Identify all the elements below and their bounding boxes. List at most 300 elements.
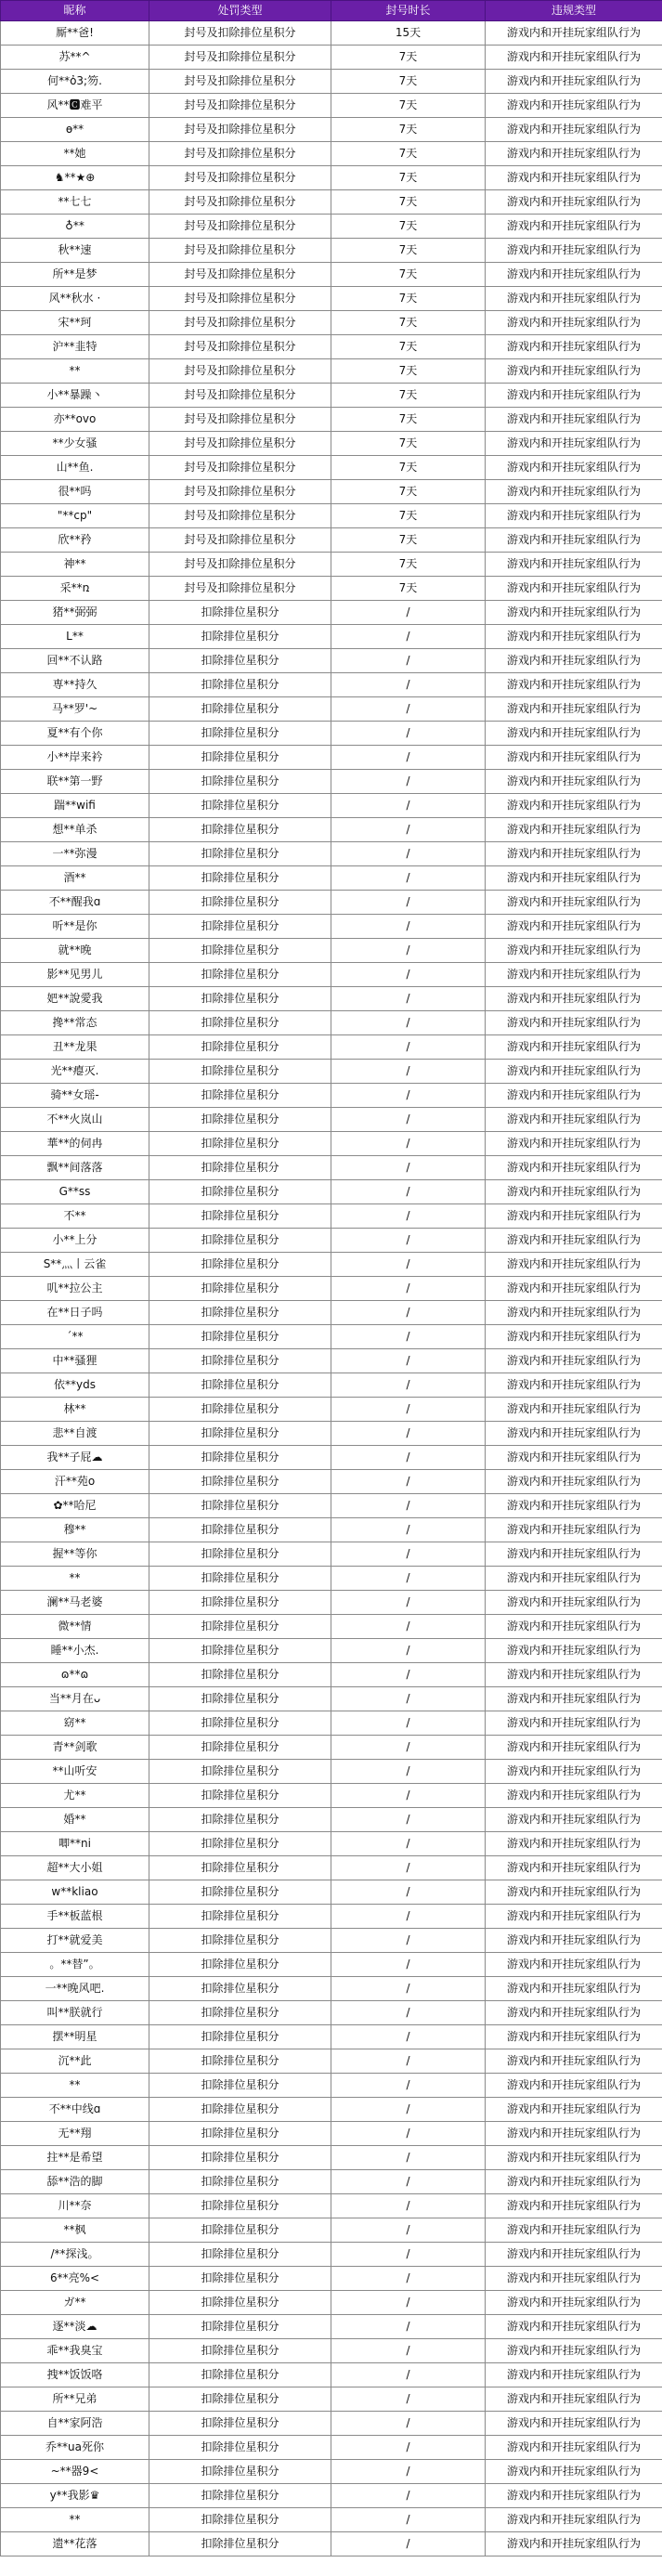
punish-type-cell: 扣除排位星积分 [149, 794, 331, 818]
ban-duration-cell: / [331, 1204, 486, 1229]
punish-type-cell: 扣除排位星积分 [149, 746, 331, 770]
punish-type-cell: 扣除排位星积分 [149, 2532, 331, 2556]
ban-duration-cell: / [331, 1349, 486, 1373]
table-row [1, 1494, 662, 1518]
table-row [1, 1398, 662, 1422]
punish-type-cell: 扣除排位星积分 [149, 2074, 331, 2098]
violation-type-cell: 游戏内和开挂玩家组队行为 [486, 2315, 662, 2339]
violation-type-cell: 游戏内和开挂玩家组队行为 [486, 1108, 662, 1132]
table-row [1, 2243, 662, 2267]
ban-duration-cell: / [331, 2025, 486, 2049]
punish-type-cell: 扣除排位星积分 [149, 1542, 331, 1567]
table-row [1, 2460, 662, 2484]
ban-duration-cell: 7天 [331, 142, 486, 166]
nickname-cell: 一**弥漫 [1, 842, 149, 866]
nickname-cell: 6**亮%< [1, 2267, 149, 2291]
table-row [1, 1373, 662, 1398]
ban-duration-cell: / [331, 770, 486, 794]
punish-type-cell: 扣除排位星积分 [149, 818, 331, 842]
punish-type-cell: 封号及扣除排位星积分 [149, 21, 331, 46]
punish-type-cell: 封号及扣除排位星积分 [149, 456, 331, 480]
table-row [1, 2436, 662, 2460]
nickname-cell: 秋**速 [1, 239, 149, 263]
punish-type-cell: 扣除排位星积分 [149, 1808, 331, 1832]
punish-type-cell: 扣除排位星积分 [149, 2508, 331, 2532]
ban-duration-cell: / [331, 2170, 486, 2194]
nickname-cell: L** [1, 625, 149, 649]
ban-duration-cell: / [331, 625, 486, 649]
table-row [1, 1349, 662, 1373]
violation-type-cell: 游戏内和开挂玩家组队行为 [486, 384, 662, 408]
ban-duration-cell: 7天 [331, 456, 486, 480]
nickname-cell: 遗**花落 [1, 2532, 149, 2556]
nickname-cell: 叽**拉公主 [1, 1277, 149, 1301]
ban-duration-cell: / [331, 2243, 486, 2267]
ban-duration-cell: / [331, 1615, 486, 1639]
violation-type-cell: 游戏内和开挂玩家组队行为 [486, 1591, 662, 1615]
nickname-cell: 川**奈 [1, 2194, 149, 2218]
table-row [1, 1132, 662, 1156]
violation-type-cell: 游戏内和开挂玩家组队行为 [486, 335, 662, 359]
ban-duration-cell: / [331, 866, 486, 891]
nickname-cell: "**cp" [1, 504, 149, 528]
violation-type-cell: 游戏内和开挂玩家组队行为 [486, 1736, 662, 1760]
nickname-cell: ** [1, 2074, 149, 2098]
ban-duration-cell: / [331, 1687, 486, 1711]
nickname-cell: 想**单杀 [1, 818, 149, 842]
table-row [1, 697, 662, 722]
ban-duration-cell: / [331, 1277, 486, 1301]
nickname-cell: ** [1, 359, 149, 384]
punish-type-cell: 扣除排位星积分 [149, 1325, 331, 1349]
table-row [1, 408, 662, 432]
violation-type-cell: 游戏内和开挂玩家组队行为 [486, 1832, 662, 1856]
punish-type-cell: 扣除排位星积分 [149, 2436, 331, 2460]
nickname-cell: 不** [1, 1204, 149, 1229]
nickname-cell: 马**罗'~ [1, 697, 149, 722]
nickname-cell: 超**大小姐 [1, 1856, 149, 1880]
nickname-cell: 不**中线ɑ [1, 2098, 149, 2122]
punish-type-cell: 封号及扣除排位星积分 [149, 142, 331, 166]
punish-type-cell: 封号及扣除排位星积分 [149, 335, 331, 359]
violation-type-cell: 游戏内和开挂玩家组队行为 [486, 287, 662, 311]
table-row [1, 1253, 662, 1277]
table-row [1, 987, 662, 1011]
nickname-cell: 我**子屁☁ [1, 1446, 149, 1470]
punish-type-cell: 扣除排位星积分 [149, 649, 331, 673]
punish-type-cell: 封号及扣除排位星积分 [149, 94, 331, 118]
table-row [1, 263, 662, 287]
ban-duration-cell: / [331, 842, 486, 866]
violation-type-cell: 游戏内和开挂玩家组队行为 [486, 1639, 662, 1663]
nickname-cell: 一**晚风吧. [1, 1977, 149, 2001]
table-row [1, 2074, 662, 2098]
table-row [1, 190, 662, 215]
nickname-cell: 踹**wifi [1, 794, 149, 818]
ban-duration-cell: / [331, 2049, 486, 2074]
violation-type-cell: 游戏内和开挂玩家组队行为 [486, 2218, 662, 2243]
ban-duration-cell: / [331, 2194, 486, 2218]
nickname-cell: 山**鱼. [1, 456, 149, 480]
ban-duration-cell: / [331, 1060, 486, 1084]
nickname-cell: 飘**间落落 [1, 1156, 149, 1180]
table-row [1, 2532, 662, 2556]
table-row [1, 1277, 662, 1301]
ban-duration-cell: / [331, 1398, 486, 1422]
nickname-cell: G**ss [1, 1180, 149, 1204]
table-row [1, 722, 662, 746]
ban-duration-cell: / [331, 987, 486, 1011]
punish-type-cell: 扣除排位星积分 [149, 1132, 331, 1156]
violation-type-cell: 游戏内和开挂玩家组队行为 [486, 1494, 662, 1518]
ban-duration-cell: / [331, 2146, 486, 2170]
violation-type-cell: 游戏内和开挂玩家组队行为 [486, 239, 662, 263]
violation-type-cell: 游戏内和开挂玩家组队行为 [486, 866, 662, 891]
nickname-cell: 搀**常态 [1, 1011, 149, 1035]
punish-type-cell: 封号及扣除排位星积分 [149, 432, 331, 456]
nickname-cell: 林** [1, 1398, 149, 1422]
nickname-cell: 尤** [1, 1784, 149, 1808]
table-row [1, 1518, 662, 1542]
violation-type-cell: 游戏内和开挂玩家组队行为 [486, 1808, 662, 1832]
table-row [1, 528, 662, 553]
punish-type-cell: 扣除排位星积分 [149, 2001, 331, 2025]
table-row [1, 2339, 662, 2363]
punish-type-cell: 封号及扣除排位星积分 [149, 239, 331, 263]
punish-type-cell: 封号及扣除排位星积分 [149, 311, 331, 335]
violation-type-cell: 游戏内和开挂玩家组队行为 [486, 2460, 662, 2484]
ban-duration-cell: 7天 [331, 311, 486, 335]
punish-type-cell: 扣除排位星积分 [149, 1349, 331, 1373]
violation-type-cell: 游戏内和开挂玩家组队行为 [486, 1880, 662, 1905]
ban-duration-cell: 7天 [331, 287, 486, 311]
nickname-cell: 逐**淡☁ [1, 2315, 149, 2339]
ban-duration-cell: / [331, 794, 486, 818]
ban-duration-cell: / [331, 673, 486, 697]
table-row [1, 770, 662, 794]
nickname-cell: 汗**苑o [1, 1470, 149, 1494]
punish-type-cell: 扣除排位星积分 [149, 1567, 331, 1591]
nickname-cell: 窈** [1, 1711, 149, 1736]
ban-duration-cell: / [331, 2315, 486, 2339]
ban-duration-cell: / [331, 601, 486, 625]
ban-duration-cell: / [331, 1229, 486, 1253]
nickname-cell: **山听安 [1, 1760, 149, 1784]
punish-type-cell: 封号及扣除排位星积分 [149, 287, 331, 311]
table-row [1, 2170, 662, 2194]
violation-type-cell: 游戏内和开挂玩家组队行为 [486, 2146, 662, 2170]
punish-type-cell: 扣除排位星积分 [149, 1905, 331, 1929]
violation-type-cell: 游戏内和开挂玩家组队行为 [486, 601, 662, 625]
punish-type-cell: 扣除排位星积分 [149, 866, 331, 891]
table-row [1, 1204, 662, 1229]
table-row [1, 1880, 662, 1905]
ban-duration-cell: / [331, 722, 486, 746]
header-ban-duration: 封号时长 [331, 1, 486, 21]
punish-type-cell: 扣除排位星积分 [149, 1880, 331, 1905]
violation-type-cell: 游戏内和开挂玩家组队行为 [486, 456, 662, 480]
ban-duration-cell: / [331, 2267, 486, 2291]
ban-duration-cell: 7天 [331, 263, 486, 287]
nickname-cell: 澜**马老婆 [1, 1591, 149, 1615]
punish-type-cell: 扣除排位星积分 [149, 1639, 331, 1663]
punish-type-cell: 扣除排位星积分 [149, 1422, 331, 1446]
ban-duration-cell: / [331, 818, 486, 842]
table-row [1, 1784, 662, 1808]
violation-type-cell: 游戏内和开挂玩家组队行为 [486, 1060, 662, 1084]
punish-type-cell: 扣除排位星积分 [149, 1736, 331, 1760]
nickname-cell: 睡**小杰. [1, 1639, 149, 1663]
nickname-cell: 就**晚 [1, 939, 149, 963]
ban-duration-cell: / [331, 2291, 486, 2315]
punish-type-cell: 封号及扣除排位星积分 [149, 215, 331, 239]
punish-type-cell: 扣除排位星积分 [149, 770, 331, 794]
violation-type-cell: 游戏内和开挂玩家组队行为 [486, 2436, 662, 2460]
table-body [1, 21, 662, 2556]
nickname-cell: 所**是梦 [1, 263, 149, 287]
ban-duration-cell: / [331, 1180, 486, 1204]
violation-type-cell: 游戏内和开挂玩家组队行为 [486, 1542, 662, 1567]
nickname-cell: 厮**爸! [1, 21, 149, 46]
violation-type-cell: 游戏内和开挂玩家组队行为 [486, 1615, 662, 1639]
ban-duration-cell: / [331, 2460, 486, 2484]
ban-duration-cell: 7天 [331, 408, 486, 432]
table-row [1, 2267, 662, 2291]
nickname-cell: 所**兄弟 [1, 2387, 149, 2412]
punish-type-cell: 扣除排位星积分 [149, 1035, 331, 1060]
table-row [1, 1084, 662, 1108]
violation-type-cell: 游戏内和开挂玩家组队行为 [486, 2387, 662, 2412]
table-row [1, 2363, 662, 2387]
ban-duration-cell: / [331, 2363, 486, 2387]
ban-duration-cell: / [331, 1132, 486, 1156]
violation-type-cell: 游戏内和开挂玩家组队行为 [486, 2363, 662, 2387]
nickname-cell: ♞**★⊕ [1, 166, 149, 190]
nickname-cell: 自**家阿浩 [1, 2412, 149, 2436]
nickname-cell: 骑**女瑶- [1, 1084, 149, 1108]
ban-duration-cell: / [331, 1542, 486, 1567]
header-nickname: 昵称 [1, 1, 149, 21]
ban-duration-cell: / [331, 915, 486, 939]
violation-type-cell: 游戏内和开挂玩家组队行为 [486, 770, 662, 794]
violation-type-cell: 游戏内和开挂玩家组队行为 [486, 987, 662, 1011]
table-row [1, 818, 662, 842]
violation-type-cell: 游戏内和开挂玩家组队行为 [486, 408, 662, 432]
table-row [1, 384, 662, 408]
nickname-cell: 依**yds [1, 1373, 149, 1398]
table-row [1, 432, 662, 456]
table-row [1, 963, 662, 987]
violation-type-cell: 游戏内和开挂玩家组队行为 [486, 553, 662, 577]
punish-type-cell: 扣除排位星积分 [149, 1229, 331, 1253]
violation-type-cell: 游戏内和开挂玩家组队行为 [486, 263, 662, 287]
table-row [1, 1108, 662, 1132]
violation-type-cell: 游戏内和开挂玩家组队行为 [486, 1518, 662, 1542]
punish-type-cell: 扣除排位星积分 [149, 2218, 331, 2243]
violation-type-cell: 游戏内和开挂玩家组队行为 [486, 2025, 662, 2049]
ban-duration-cell: 7天 [331, 432, 486, 456]
punish-type-cell: 扣除排位星积分 [149, 1784, 331, 1808]
punish-type-cell: 封号及扣除排位星积分 [149, 504, 331, 528]
violation-type-cell: 游戏内和开挂玩家组队行为 [486, 2074, 662, 2098]
punish-type-cell: 扣除排位星积分 [149, 2484, 331, 2508]
nickname-cell: 联**第一野 [1, 770, 149, 794]
table-row [1, 1808, 662, 1832]
nickname-cell: 握**等你 [1, 1542, 149, 1567]
punish-type-cell: 扣除排位星积分 [149, 2243, 331, 2267]
violation-type-cell: 游戏内和开挂玩家组队行为 [486, 432, 662, 456]
table-row [1, 601, 662, 625]
nickname-cell: 在**日子吗 [1, 1301, 149, 1325]
nickname-cell: 回**不认路 [1, 649, 149, 673]
violation-type-cell: 游戏内和开挂玩家组队行为 [486, 891, 662, 915]
table-row [1, 1060, 662, 1084]
table-row [1, 1591, 662, 1615]
violation-type-cell: 游戏内和开挂玩家组队行为 [486, 1711, 662, 1736]
table-row [1, 1953, 662, 1977]
nickname-cell: **七七 [1, 190, 149, 215]
table-row [1, 1736, 662, 1760]
violation-type-cell: 游戏内和开挂玩家组队行为 [486, 2170, 662, 2194]
nickname-cell: 光**瘪灭. [1, 1060, 149, 1084]
table-row [1, 215, 662, 239]
violation-type-cell: 游戏内和开挂玩家组队行为 [486, 70, 662, 94]
ban-duration-cell: / [331, 1156, 486, 1180]
punish-type-cell: 封号及扣除排位星积分 [149, 577, 331, 601]
table-header-row [1, 1, 662, 21]
ban-duration-cell: 7天 [331, 70, 486, 94]
violation-type-cell: 游戏内和开挂玩家组队行为 [486, 2532, 662, 2556]
nickname-cell: 不**醒我ɑ [1, 891, 149, 915]
nickname-cell: ө** [1, 118, 149, 142]
ban-duration-cell: 7天 [331, 577, 486, 601]
ban-duration-cell: / [331, 2218, 486, 2243]
nickname-cell: 打**就爱美 [1, 1929, 149, 1953]
ban-duration-cell: / [331, 1784, 486, 1808]
punish-type-cell: 扣除排位星积分 [149, 1470, 331, 1494]
punish-type-cell: 扣除排位星积分 [149, 2291, 331, 2315]
ban-duration-cell: 7天 [331, 166, 486, 190]
nickname-cell: **她 [1, 142, 149, 166]
nickname-cell: 唧**ni [1, 1832, 149, 1856]
nickname-cell: 当**月在ᴗ [1, 1687, 149, 1711]
ban-duration-cell: / [331, 1446, 486, 1470]
ban-duration-cell: / [331, 1084, 486, 1108]
punish-type-cell: 扣除排位星积分 [149, 1711, 331, 1736]
table-row [1, 1446, 662, 1470]
table-row [1, 1301, 662, 1325]
punish-type-cell: 扣除排位星积分 [149, 2049, 331, 2074]
violation-type-cell: 游戏内和开挂玩家组队行为 [486, 1784, 662, 1808]
table-row [1, 2508, 662, 2532]
violation-type-cell: 游戏内和开挂玩家组队行为 [486, 1953, 662, 1977]
punish-type-cell: 扣除排位星积分 [149, 2122, 331, 2146]
violation-type-cell: 游戏内和开挂玩家组队行为 [486, 46, 662, 70]
ban-duration-cell: / [331, 2098, 486, 2122]
punish-type-cell: 扣除排位星积分 [149, 842, 331, 866]
violation-type-cell: 游戏内和开挂玩家组队行为 [486, 1929, 662, 1953]
ban-duration-cell: 7天 [331, 94, 486, 118]
punish-type-cell: 扣除排位星积分 [149, 1760, 331, 1784]
violation-type-cell: 游戏内和开挂玩家组队行为 [486, 1760, 662, 1784]
table-row [1, 1760, 662, 1784]
violation-type-cell: 游戏内和开挂玩家组队行为 [486, 2339, 662, 2363]
violation-type-cell: 游戏内和开挂玩家组队行为 [486, 625, 662, 649]
punish-type-cell: 封号及扣除排位星积分 [149, 46, 331, 70]
table-row [1, 939, 662, 963]
punish-type-cell: 扣除排位星积分 [149, 963, 331, 987]
violation-type-cell: 游戏内和开挂玩家组队行为 [486, 915, 662, 939]
ban-duration-cell: / [331, 1108, 486, 1132]
nickname-cell: ** [1, 1567, 149, 1591]
punish-type-cell: 扣除排位星积分 [149, 987, 331, 1011]
table-row [1, 1470, 662, 1494]
violation-type-cell: 游戏内和开挂玩家组队行为 [486, 2194, 662, 2218]
nickname-cell: 风**秋水 · [1, 287, 149, 311]
punish-type-cell: 扣除排位星积分 [149, 2098, 331, 2122]
table-row [1, 1229, 662, 1253]
table-row [1, 673, 662, 697]
violation-type-cell: 游戏内和开挂玩家组队行为 [486, 1856, 662, 1880]
table-row [1, 2025, 662, 2049]
ban-duration-cell: / [331, 1760, 486, 1784]
ban-duration-cell: / [331, 963, 486, 987]
table-row [1, 1856, 662, 1880]
violation-type-cell: 游戏内和开挂玩家组队行为 [486, 142, 662, 166]
punish-type-cell: 扣除排位星积分 [149, 1277, 331, 1301]
ban-duration-cell: 7天 [331, 118, 486, 142]
nickname-cell: S**灬丨云雀 [1, 1253, 149, 1277]
nickname-cell: 无**翔 [1, 2122, 149, 2146]
punish-type-cell: 扣除排位星积分 [149, 2412, 331, 2436]
nickname-cell: **枫 [1, 2218, 149, 2243]
ban-duration-cell: / [331, 2484, 486, 2508]
table-row [1, 1035, 662, 1060]
violation-type-cell: 游戏内和开挂玩家组队行为 [486, 818, 662, 842]
ban-duration-cell: / [331, 2532, 486, 2556]
punish-type-cell: 扣除排位星积分 [149, 1856, 331, 1880]
table-row [1, 891, 662, 915]
ban-duration-cell: / [331, 2387, 486, 2412]
nickname-cell: 苏**^ [1, 46, 149, 70]
table-row [1, 577, 662, 601]
punish-type-cell: 扣除排位星积分 [149, 1518, 331, 1542]
table-row [1, 311, 662, 335]
nickname-cell: ˊ** [1, 1325, 149, 1349]
ban-duration-cell: / [331, 697, 486, 722]
punish-type-cell: 扣除排位星积分 [149, 697, 331, 722]
punish-type-cell: 扣除排位星积分 [149, 1446, 331, 1470]
table-row [1, 2049, 662, 2074]
table-row [1, 1615, 662, 1639]
ban-duration-cell: 15天 [331, 21, 486, 46]
nickname-cell: ~**器9< [1, 2460, 149, 2484]
nickname-cell: 影**见男儿 [1, 963, 149, 987]
ban-duration-cell: 7天 [331, 528, 486, 553]
ban-duration-cell: / [331, 1929, 486, 1953]
nickname-cell: 神** [1, 553, 149, 577]
table-row [1, 1180, 662, 1204]
nickname-cell: 乔**ua死你 [1, 2436, 149, 2460]
punish-type-cell: 封号及扣除排位星积分 [149, 70, 331, 94]
table-row [1, 1663, 662, 1687]
punish-type-cell: 扣除排位星积分 [149, 2460, 331, 2484]
violation-type-cell: 游戏内和开挂玩家组队行为 [486, 1229, 662, 1253]
nickname-cell: 華**的伺冉 [1, 1132, 149, 1156]
violation-type-cell: 游戏内和开挂玩家组队行为 [486, 1277, 662, 1301]
table-row [1, 1832, 662, 1856]
punish-type-cell: 扣除排位星积分 [149, 2146, 331, 2170]
